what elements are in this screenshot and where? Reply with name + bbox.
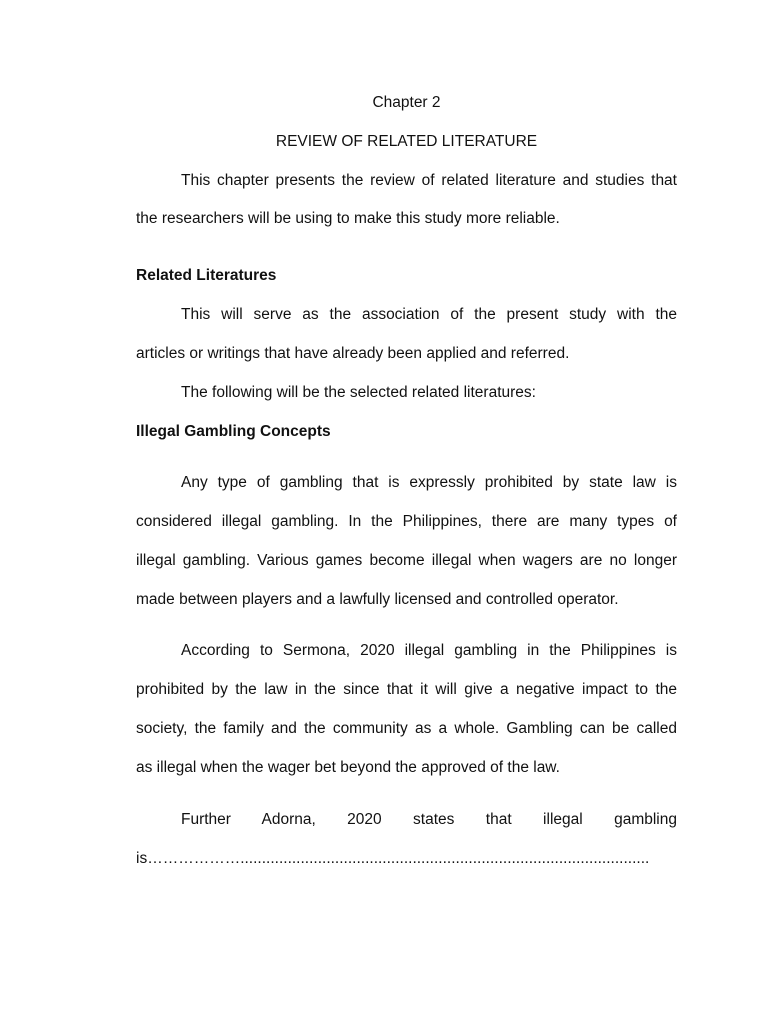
chapter-label: Chapter 2	[372, 94, 441, 111]
gambling-p3-line-2: is………………...............................................................................................	[136, 850, 650, 867]
related-p1-line-1: This will serve as the association of the present study with the	[181, 306, 677, 323]
illegal-gambling-heading: Illegal Gambling Concepts	[136, 423, 331, 440]
gambling-p2-line-4: as illegal when the wager bet beyond the approved of the law.	[136, 759, 560, 776]
gambling-p1-line-1: Any type of gambling that is expressly prohibited by state law is	[181, 474, 677, 491]
related-literatures-heading: Related Literatures	[136, 267, 277, 284]
gambling-p2-line-1: According to Sermona, 2020 illegal gambling in the Philippines is	[181, 642, 677, 659]
gambling-p2-line-3: society, the family and the community as a whole. Gambling can be called	[136, 720, 677, 737]
gambling-p2-line-2: prohibited by the law in the since that it will give a negative impact to the	[136, 681, 677, 698]
gambling-p1-line-2: considered illegal gambling. In the Philippines, there are many types of	[136, 513, 677, 530]
intro-line-1: This chapter presents the review of related literature and studies that	[181, 172, 677, 189]
gambling-p1-line-3: illegal gambling. Various games become illegal when wagers are no longer	[136, 552, 677, 569]
gambling-p1-line-4: made between players and a lawfully licensed and controlled operator.	[136, 591, 619, 608]
gambling-p3-line-1: Further Adorna, 2020 states that illegal gambling	[181, 811, 677, 828]
intro-line-2: the researchers will be using to make this study more reliable.	[136, 210, 560, 227]
related-p2-line-1: The following will be the selected related literatures:	[181, 384, 536, 401]
related-p1-line-2: articles or writings that have already been applied and referred.	[136, 345, 570, 362]
chapter-title: REVIEW OF RELATED LITERATURE	[275, 133, 538, 150]
